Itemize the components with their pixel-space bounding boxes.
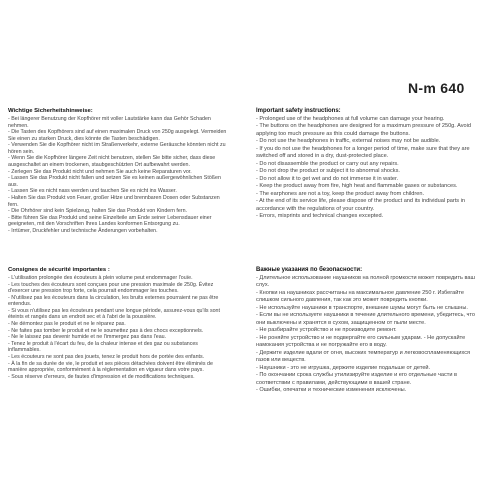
list-item: - Die Ohrhörer sind kein Spielzeug, halten Sie das Produkt von Kindern fern. — [8, 208, 188, 215]
list-item: - Do not disassemble the product or carry out any repairs. — [256, 160, 399, 167]
list-item: - Do not drop the product or subject it to abnormal shocks. — [256, 168, 400, 175]
list-item: - Keep the product away from fire, high heat and flammable gases or substances. — [256, 183, 458, 190]
safety-section-english — [256, 108, 478, 221]
list-item: - Bei längerer Benutzung der Kopfhörer mit voller Lautstärke kann das Gehör Schaden nehmen. — [8, 115, 211, 129]
list-item: - Наушники - это не игрушка, держите изделие подальше от детей. — [256, 364, 431, 371]
list-item: - Ошибки, опечатки и технические изменения исключены. — [256, 387, 407, 394]
list-item: - Halten Sie das Produkt von Feuer, großer Hitze und brennbaren Dosen oder Substanzen fern. — [8, 195, 220, 208]
list-item: - À la fin de sa durée de vie, le produit et ses pièces détachées doivent être éliminés de manière appropriée, conformément à la réglementation en vigueur dans votre pays. — [8, 360, 213, 374]
list-item: - The earphones are not a toy, keep the product away from children. — [256, 190, 425, 197]
list-item: - Ne faites pas tomber le produit et ne le soumettez pas à des chocs exceptionnels. — [8, 327, 204, 334]
safety-section-german — [8, 108, 230, 235]
list-item: - Не роняйте устройство и не подвергайте его сильным ударам. - Не допускайте намокания устройства и не погружайте его в воду. — [256, 334, 466, 349]
safety-section-russian — [256, 267, 478, 395]
list-item: - Si vous n'utilisez pas les écouteurs pendant une longue période, assurez-vous qu'ils sont éteints et rangés dans un endroit sec et à l'abri de la poussière. — [8, 307, 220, 321]
list-item: - Les touches des écouteurs sont conçues pour une pression maximale de 250g. Évitez d'exercer une pression trop forte, cela pourrait endommager les touches. — [8, 281, 214, 295]
list-item: - Ne le laissez pas devenir humide et ne l'immergez pas dans l'eau. — [8, 334, 167, 341]
list-item: - Irrtümer, Druckfehler und technische Änderungen vorbehalten. — [8, 228, 158, 234]
list-item: - Tenez le produit à l'écart du feu, de la chaleur intense et des gaz ou substances inflammables. — [8, 340, 198, 354]
list-item: - Do not allow it to get wet and do not immerse it in water. — [256, 175, 399, 182]
list-item: - Не разбирайте устройство и не производите ремонт. — [256, 327, 397, 334]
list-item: - Держите изделие вдали от огня, высоких температур и легковоспламеняющихся газов или веществ. — [256, 349, 471, 364]
list-item: - Wenn Sie die Kopfhörer längere Zeit nicht benutzen, stellen Sie bitte sicher, dass diese ausgeschaltet an einem trockenen, staubgeschützten Ort aufbewahrt werden. — [8, 155, 216, 169]
list-item: - Ne démontez pas le produit et ne le réparez pas. — [8, 321, 126, 328]
list-item: - Lassen Sie das Produkt nicht fallen und setzen Sie es keinen außergewöhnlichen Stößen aus. — [8, 175, 221, 188]
list-item: - Errors, misprints and technical changes excepted. — [256, 213, 384, 220]
section-heading: Wichtige Sicherheitshinweise: — [8, 108, 93, 114]
list-item: - The buttons on the headphones are designed for a maximum pressure of 250g. Avoid applying too much pressure as this could damage the buttons. — [256, 123, 471, 137]
list-item: - Sous réserve d'erreurs, de fautes d'impression et de modifications techniques. — [8, 373, 195, 380]
list-item: - Les écouteurs ne sont pas des jouets, tenez le produit hors de portée des enfants. — [8, 354, 205, 361]
section-heading: Consignes de sécurité importantes : — [8, 267, 110, 273]
list-item: - Prolonged use of the headphones at full volume can damage your hearing. — [256, 115, 445, 122]
list-item: - Bitte führen Sie das Produkt und seine Einzelteile am Ende seiner Lebensdauer einer geeigneten, mit den Vorschriften Ihres Landes konformen Entsorgung zu. — [8, 214, 212, 228]
section-heading: Important safety instructions: — [256, 108, 341, 114]
list-item: - Не используйте наушники в транспорте, внешние шумы могут быть не слышны. — [256, 304, 468, 311]
safety-section-french — [8, 267, 230, 380]
model-number: N-m 640 — [408, 80, 465, 96]
list-item: - N'utilisez pas les écouteurs dans la circulation, les bruits externes pourraient ne pas être entendus. — [8, 294, 219, 308]
list-item: - Lassen Sie es nicht nass werden und tauchen Sie es nicht ins Wasser. — [8, 188, 177, 195]
list-item: - If you do not use the headphones for a longer period of time, make sure that they are switched off and stored in a dry, dust-protected place. — [256, 145, 470, 160]
list-item: - Кнопки на наушниках рассчитаны на максимальное давление 250 г. Избегайте слишком сильного давления, так как это может повредить кнопки. — [256, 289, 465, 304]
list-item: - L'utilisation prolongée des écouteurs à plein volume peut endommager l'ouïe. — [8, 274, 193, 281]
section-heading: Важные указания по безопасности: — [256, 267, 363, 273]
list-item: - Если вы не используете наушники в течение длительного времени, убедитесь, что они выключены и хранятся в сухом, защищенном от пыли месте. — [256, 312, 476, 326]
list-item: - At the end of its service life, please dispose of the product and its individual parts in accordance with the regulations of your country. — [256, 198, 465, 212]
list-item: - По окончании срока службы утилизируйте изделие и его отдельные части в соответствии с правилами, действующими в вашей стране. — [256, 372, 458, 386]
list-item: - Verwenden Sie die Kopfhörer nicht im Straßenverkehr, externe Geräusche könnten nicht zu hören sein. — [8, 142, 226, 155]
list-item: - Die Tasten des Kopfhörers sind auf einen maximalen Druck von 250g ausgelegt. Vermeiden Sie einen zu starken Druck, dies könnte die Tasten beschädigen. — [8, 129, 227, 142]
list-item: - Длительное использование наушников на полной громкости может повредить ваш слух. — [256, 274, 475, 289]
list-item: - Zerlegen Sie das Produkt nicht und nehmen Sie auch keine Reparaturen vor. — [8, 168, 192, 175]
list-item: - Do not use the headphones in traffic, external noises may not be audible. — [256, 138, 441, 145]
